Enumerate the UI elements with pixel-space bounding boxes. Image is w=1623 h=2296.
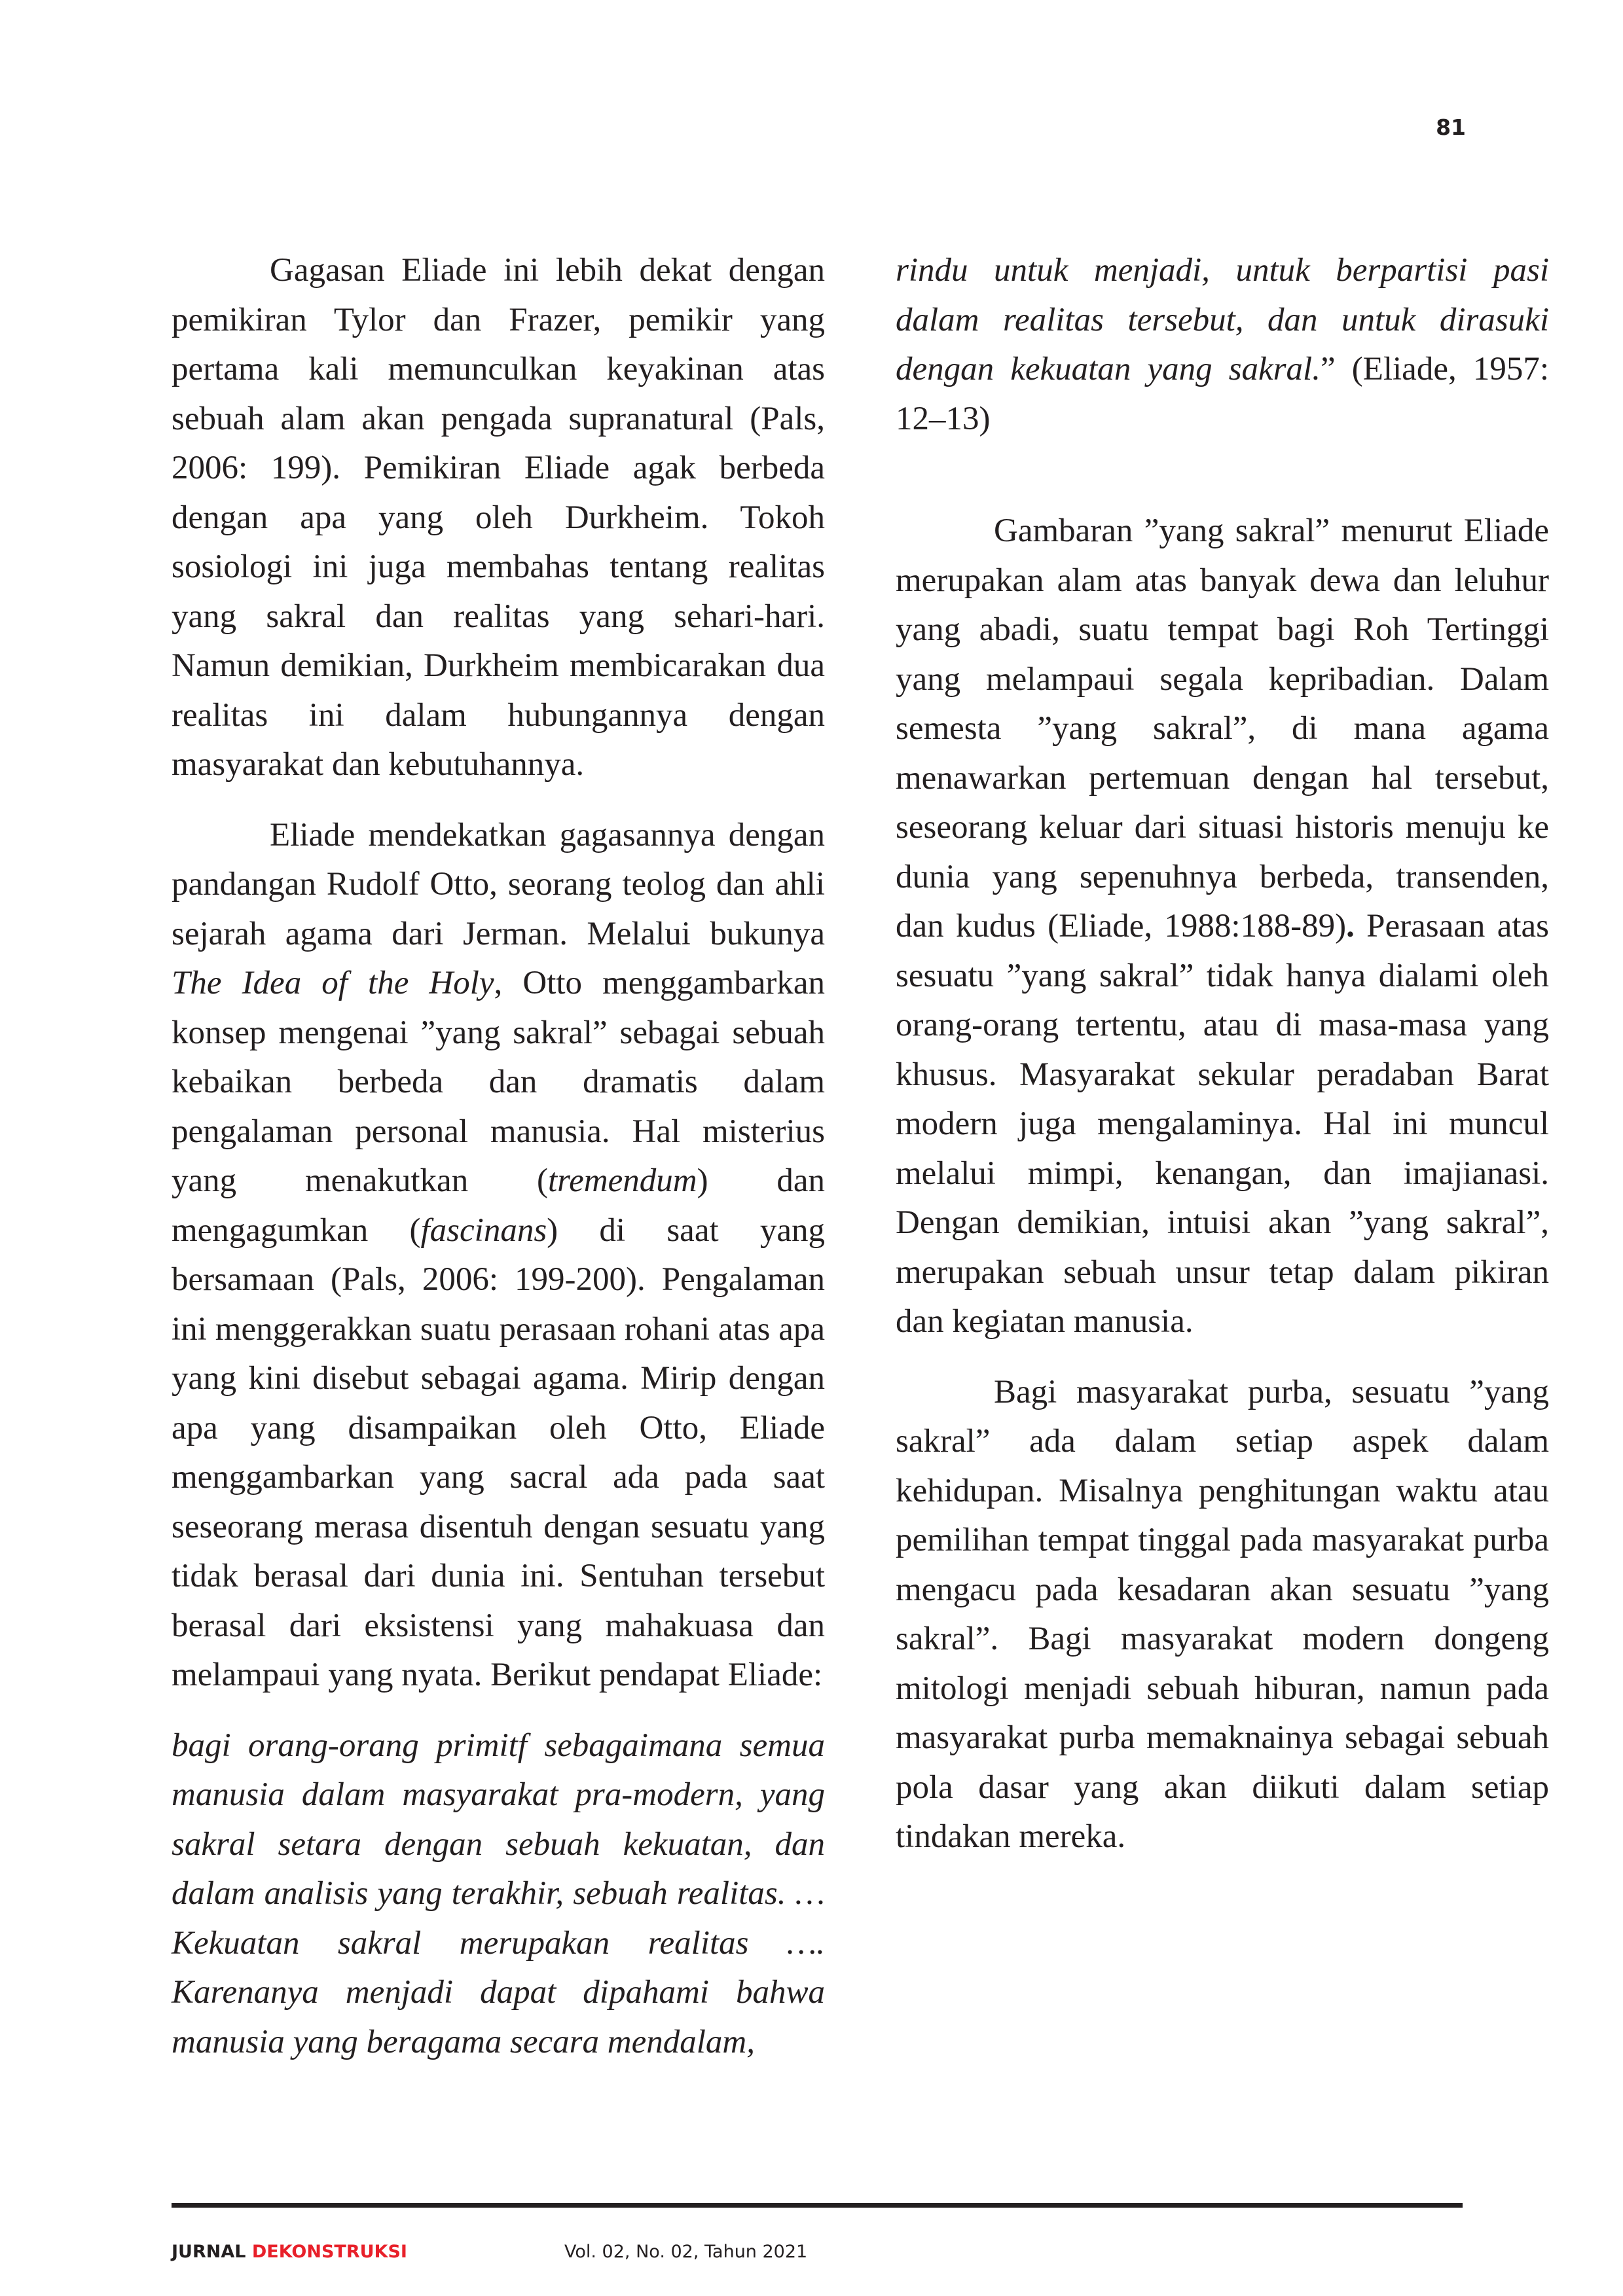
latin-term-tremendum: tremendum: [548, 1162, 697, 1199]
paragraph-eliade-otto: [172, 811, 825, 1700]
journal-volume: Vol. 02, No. 02, Tahun 2021: [564, 2242, 808, 2262]
footer-divider: [172, 2203, 1463, 2208]
journal-name: [172, 2242, 407, 2262]
journal-prefix: JURNAL: [172, 2242, 252, 2262]
paragraph-eliade-tylor-frazer: Gagasan Eliade ini lebih dekat dengan pemikiran Tylor dan Frazer, pemikir yang pertama kali memunculkan keyakinan atas sebuah alam akan pengada supranatural (Pals, 2006: 199). Pemikiran Eliade agak berbeda dengan apa yang oleh Durkheim. Tokoh sosiologi ini juga membahas tentang realitas yang sakral dan realitas yang sehari-hari. Namun demikian, Durkheim membicarakan dua realitas ini dalam hubungannya dengan masyarakat dan kebutuhannya.: [172, 252, 825, 783]
paragraph-text: ) di saat yang bersamaan (Pals, 2006: 199-200). Pengalaman ini menggerakkan suatu perasaan rohani atas apa yang kini disebut sebagai agama. Mirip dengan apa yang disampaikan oleh Otto, Eliade menggambarkan yang sacral ada pada saat seseorang merasa disentuh dengan sesuatu yang tidak berasal dari dunia ini. Sentuhan tersebut berasal dari eksistensi yang mahakuasa dan melampaui yang nyata. Berikut pendapat Eliade:: [172, 1211, 826, 1693]
paragraph-text: Perasaan atas sesuatu ”yang sakral” tidak hanya dialami oleh orang-orang tertentu, atau di masa-masa yang khusus. Masyarakat sekular peradaban Barat modern juga mengalaminya. Hal ini muncul melalui mimpi, kenangan, dan imajianasi. Dengan demikian, intuisi akan ”yang sakral”, merupakan sebuah unsur tetap dalam pikiran dan kegiatan manusia.: [896, 908, 1549, 1340]
quote-text: rindu untuk menjadi, untuk berpartisi pasi dalam realitas tersebut, dan untuk dirasuki dengan kekuatan yang sakral.: [896, 252, 1549, 387]
book-title: The Idea of the Holy: [172, 965, 494, 1001]
quote-citation: ” (Eliade, 1957: 12–13): [896, 351, 1549, 437]
journal-name-accent: DEKONSTRUKSI: [251, 2242, 407, 2262]
paragraph-gambaran-yang-sakral: [896, 507, 1549, 1347]
bold-period: .: [1346, 908, 1355, 944]
paragraph-text: Eliade mendekatkan gagasannya dengan pandangan Rudolf Otto, seorang teolog dan ahli sejarah agama dari Jerman. Melalui bukunya: [172, 816, 825, 952]
latin-term-fascinans: fascinans: [420, 1211, 547, 1249]
left-column: [172, 246, 825, 2088]
page-number: 81: [1436, 115, 1466, 140]
paragraph-text: ) dan mengagumkan (: [172, 1162, 825, 1249]
paragraph-masyarakat-purba: Bagi masyarakat purba, sesuatu ”yang sakral” ada dalam setiap aspek dalam kehidupan. Misalnya penghitungan waktu atau pemilihan tempat tinggal pada masyarakat purba mengacu pada kesadaran akan sesuatu ”yang sakral”. Bagi masyarakat modern dongeng mitologi menjadi sebuah hiburan, namun pada masyarakat purba memaknainya sebagai sebuah pola dasar yang akan diikuti dalam setiap tindakan mereka.: [896, 1373, 1549, 1855]
paragraph-text: , Otto menggambarkan konsep mengenai ”yang sakral” sebagai sebuah kebaikan berbeda dan dramatis dalam pengalaman personal manusia. Hal misterius yang menakutkan (: [172, 965, 825, 1199]
block-quote-continuation: [896, 246, 1549, 444]
block-quote-eliade: bagi orang-orang primitf sebagaimana semua manusia dalam masyarakat pra-modern, yang sakral setara dengan sebuah kekuatan, dan dalam analisis yang terakhir, sebuah realitas. … Kekuatan sakral merupakan realitas …. Karenanya menjadi dapat dipahami bahwa manusia yang beragama secara mendalam,: [172, 1727, 825, 2060]
paragraph-text: Gambaran ”yang sakral” menurut Eliade merupakan alam atas banyak dewa dan leluhur yang abadi, suatu tempat bagi Roh Tertinggi yang melampaui segala kepribadian. Dalam semesta ”yang sakral”, di mana agama menawarkan pertemuan dengan hal tersebut, seseorang keluar dari situasi historis menuju ke dunia yang sepenuhnya berbeda, transenden, dan kudus (Eliade, 1988:188-89): [896, 512, 1549, 944]
right-column: [896, 246, 1549, 1883]
